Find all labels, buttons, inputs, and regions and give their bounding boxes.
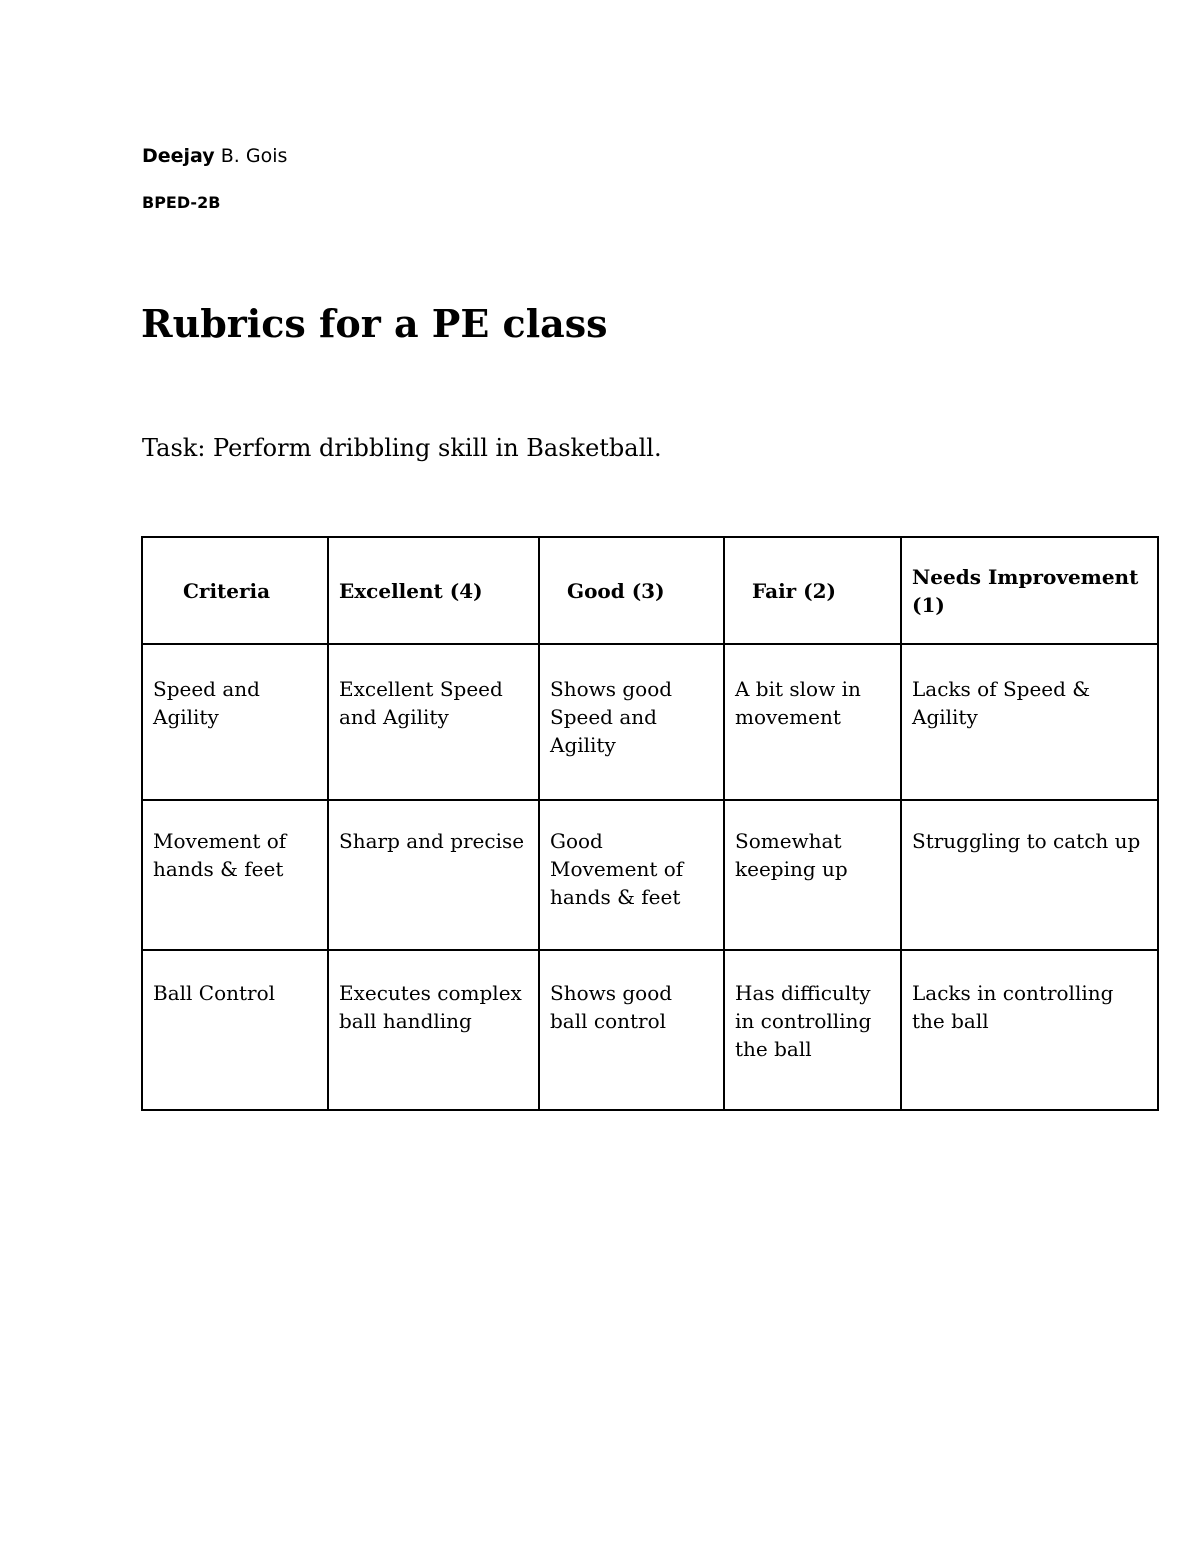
table-cell: Good Movement of hands & feet	[539, 800, 724, 950]
table-cell: Shows good ball control	[539, 950, 724, 1110]
task-description: Task: Perform dribbling skill in Basketball.	[142, 434, 662, 462]
table-row	[142, 800, 1158, 950]
table-cell: Struggling to catch up	[901, 800, 1158, 950]
header-excellent: Excellent (4)	[328, 537, 539, 644]
author-last-name: B. Gois	[214, 145, 288, 167]
page-title: Rubrics for a PE class	[141, 301, 608, 346]
header-good: Good (3)	[539, 537, 724, 644]
table-header-row	[142, 537, 1158, 644]
table-cell: Somewhat keeping up	[724, 800, 901, 950]
header-criteria: Criteria	[142, 537, 328, 644]
table-cell: Excellent Speed and Agility	[328, 644, 539, 800]
table-cell: Shows good Speed and Agility	[539, 644, 724, 800]
author-first-name: Deejay	[142, 145, 215, 167]
header-needs-improvement: Needs Improvement (1)	[901, 537, 1158, 644]
table-cell: Executes complex ball handling	[328, 950, 539, 1110]
rubric-table	[141, 536, 1159, 1111]
author-name	[142, 143, 287, 169]
table-cell: Sharp and precise	[328, 800, 539, 950]
table-cell: Has difficulty in controlling the ball	[724, 950, 901, 1110]
table-row	[142, 644, 1158, 800]
criteria-cell: Speed and Agility	[142, 644, 328, 800]
section-label: BPED-2B	[142, 193, 221, 212]
header-fair: Fair (2)	[724, 537, 901, 644]
table-cell: Lacks of Speed & Agility	[901, 644, 1158, 800]
criteria-cell: Movement of hands & feet	[142, 800, 328, 950]
table-row	[142, 950, 1158, 1110]
criteria-cell: Ball Control	[142, 950, 328, 1110]
table-cell: Lacks in controlling the ball	[901, 950, 1158, 1110]
table-cell: A bit slow in movement	[724, 644, 901, 800]
